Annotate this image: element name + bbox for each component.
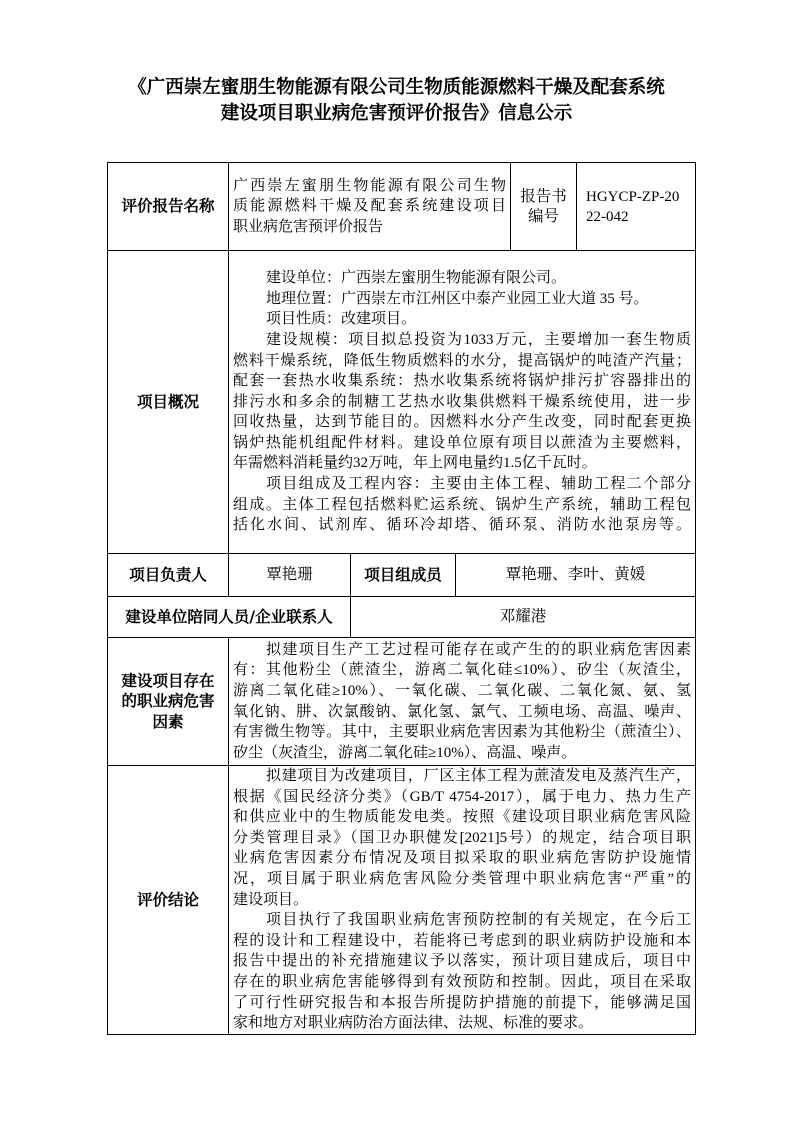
hazards-row xyxy=(108,638,696,766)
conclusion-line: 家和地方对职业病防治方面法律、法规、标准的要求。 xyxy=(233,1015,594,1032)
hazards-line: 拟建项目生产工艺过程可能存在或产生的的职业病危害因素 xyxy=(266,641,692,658)
overview-line: 组成。主体工程包括燃料贮运系统、锅炉生产系统，辅助工程包 xyxy=(233,496,692,513)
overview-line: 括化水间、试剂库、循环冷却塔、循环泵、消防水池泵房等。 xyxy=(233,517,692,534)
project-leader-label: 项目负责人 xyxy=(108,554,229,597)
overview-line: 地理位置：广西崇左市江州区中泰产业园工业大道 35 号。 xyxy=(266,290,649,307)
conclusion-line: 拟建项目为改建项目，厂区主体工程为蔗渣发电及蒸汽生产， xyxy=(266,768,692,784)
hazards-line: 氧化钠、肼、次氯酸钠、氯化氢、氯气、工频电场、高温、噪声、 xyxy=(233,703,692,720)
conclusion-label: 评价结论 xyxy=(108,766,229,1035)
conclusion-line: 建设项目。 xyxy=(233,891,309,908)
hazards-label-line: 建设项目存在 xyxy=(121,670,215,690)
title-line-2: 建设项目职业病危害预评价报告》信息公示 xyxy=(220,103,573,124)
report-name-line: 职业病危害预评价报告 xyxy=(233,218,384,235)
hazards-line: 矽尘（灰渣尘，游离二氧化硅≥10%）、高温、噪声。 xyxy=(233,744,577,761)
overview-paragraph xyxy=(233,268,691,289)
contact-value: 邓耀港 xyxy=(351,597,696,638)
overview-line: 配套一套热水收集系统：热水收集系统将锅炉排污扩容器排出的 xyxy=(233,373,692,390)
conclusion-paragraph xyxy=(233,766,691,910)
conclusion-line: 分类管理目录》（国卫办职健发[2021]5号）的规定，结合项目职 xyxy=(233,829,692,846)
overview-line: 排污水和多余的制糖工艺热水收集供燃料干燥系统使用，进一步 xyxy=(233,393,692,410)
hazards-label xyxy=(108,638,229,766)
hazards-content xyxy=(229,638,696,766)
overview-line: 燃料干燥系统，降低生物质燃料的水分，提高锅炉的吨渣产汽量； xyxy=(233,352,692,369)
team-row xyxy=(108,554,696,597)
conclusion-line: 况，项目属于职业病危害风险分类管理中职业病危害“严重”的 xyxy=(233,870,692,887)
overview-line: 锅炉热能机组配件材料。建设单位原有项目以蔗渣为主要燃料， xyxy=(233,434,692,451)
hazards-label-line: 的职业病危害 xyxy=(121,691,215,711)
contact-row xyxy=(108,597,696,638)
overview-line: 建设规模：项目拟总投资为1033万元，主要增加一套生物质 xyxy=(266,331,692,348)
info-table xyxy=(107,162,696,1035)
overview-line: 回收热量，达到节能目的。因燃料水分产生改变，同时配套更换 xyxy=(233,414,692,431)
report-number-value xyxy=(577,163,696,251)
overview-paragraph xyxy=(233,309,691,330)
overview-line: 项目性质：改建项目。 xyxy=(266,311,417,328)
hazards-line: 有：其他粉尘（蔗渣尘，游离二氧化硅≤10%）、矽尘（灰渣尘， xyxy=(233,662,692,679)
contact-label: 建设单位陪同人员/企业联系人 xyxy=(108,597,351,638)
overview-line: 年需燃料消耗量约32万吨，年上网电量约1.5亿千瓦时。 xyxy=(233,455,597,472)
conclusion-line: 根据《国民经济分类》（GB/T 4754-2017），属于电力、热力生产 xyxy=(233,788,692,805)
report-name-value xyxy=(229,163,511,251)
conclusion-line: 报告中提出的补充措施建议予以落实，预计项目建成后，项目中 xyxy=(233,953,692,970)
conclusion-paragraph xyxy=(233,910,691,1034)
report-number-line: HGYCP-ZP-20 xyxy=(586,188,680,205)
overview-paragraph xyxy=(233,330,691,474)
report-name-row xyxy=(108,163,696,251)
overview-label: 项目概况 xyxy=(108,251,229,554)
conclusion-content xyxy=(229,766,696,1035)
hazards-paragraph xyxy=(233,640,691,764)
overview-paragraph xyxy=(233,289,691,310)
report-number-line: 22-042 xyxy=(586,208,629,225)
report-number-label xyxy=(511,163,577,251)
team-members-label: 项目组成员 xyxy=(351,554,456,597)
overview-line: 建设单位：广西崇左蜜朋生物能源有限公司。 xyxy=(266,270,567,287)
conclusion-row xyxy=(108,766,696,1035)
report-name-line: 广西崇左蜜朋生物能源有限公司生物 xyxy=(233,177,507,194)
hazards-line: 有害微生物等。其中，主要职业病危害因素为其他粉尘（蔗渣尘）、 xyxy=(233,724,692,741)
conclusion-line: 程的设计和工程建设中，若能将已考虑到的职业病防护设施和本 xyxy=(233,932,692,949)
report-name-label: 评价报告名称 xyxy=(108,163,229,251)
overview-paragraph xyxy=(233,474,691,536)
report-number-label-line: 编号 xyxy=(528,207,560,225)
hazards-line: 游离二氧化硅≥10%）、一氧化碳、二氧化碳、二氧化氮、氨、氢 xyxy=(233,682,692,699)
conclusion-line: 存在的职业病危害能够得到有效预防和控制。因此，项目在采取 xyxy=(233,973,692,990)
conclusion-line: 业病危害因素分布情况及项目拟采取的职业病危害防护设施情 xyxy=(233,850,692,867)
title-line-1: 《广西崇左蜜朋生物能源有限公司生物质能源燃料干燥及配套系统 xyxy=(128,77,665,98)
team-members-value: 覃艳珊、李叶、黄媛 xyxy=(456,554,696,597)
report-name-line: 质能源燃料干燥及配套系统建设项目 xyxy=(233,198,507,215)
report-number-label-line: 报告书 xyxy=(520,187,567,205)
hazards-label-line: 因素 xyxy=(152,711,184,731)
document-title xyxy=(0,75,793,127)
overview-row xyxy=(108,251,696,554)
project-leader-value: 覃艳珊 xyxy=(229,554,351,597)
overview-line: 项目组成及工程内容：主要由主体工程、辅助工程二个部分 xyxy=(266,476,692,493)
conclusion-line: 项目执行了我国职业病危害预防控制的有关规定，在今后工 xyxy=(266,912,692,929)
conclusion-line: 了可行性研究报告和本报告所提防护措施的前提下，能够满足国 xyxy=(233,994,692,1011)
conclusion-line: 和供应业中的生物质能发电类。按照《建设项目职业病危害风险 xyxy=(233,809,692,826)
overview-content xyxy=(229,251,696,554)
